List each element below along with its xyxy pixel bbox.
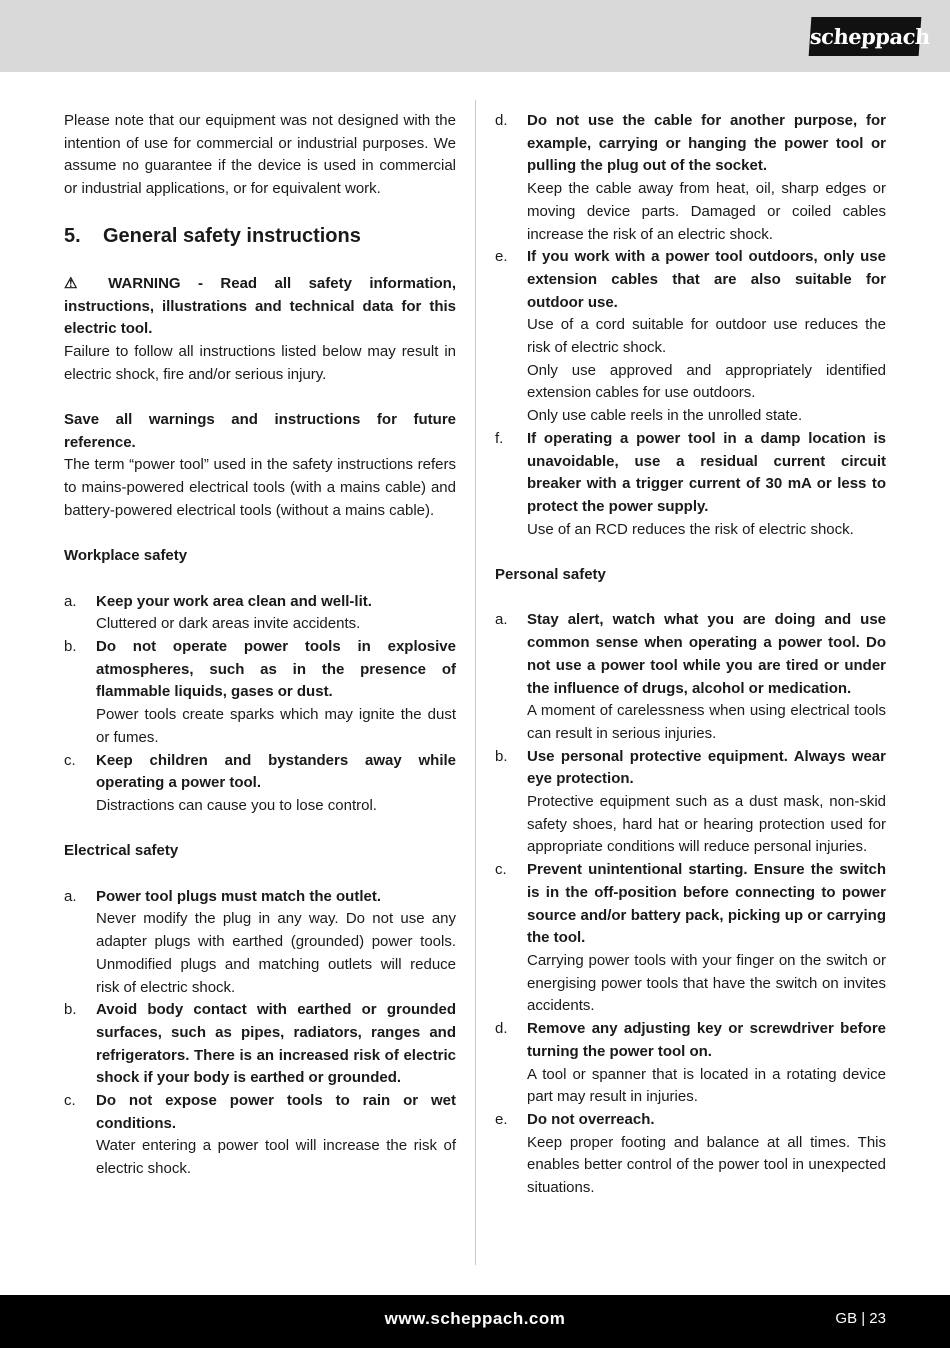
list-item xyxy=(495,746,886,860)
list-marker: b. xyxy=(495,747,508,765)
list-item xyxy=(495,110,886,246)
list-marker: e. xyxy=(495,248,508,266)
item-heading: Remove any adjusting key or screwdriver before turning the power tool on. xyxy=(527,1020,886,1060)
item-text: Keep proper footing and balance at all times. This enables better control of the power tool in unexpected situations. xyxy=(527,1133,886,1197)
page-header xyxy=(0,0,950,72)
list-item xyxy=(495,609,886,745)
item-heading: If you work with a power tool outdoors, only use extension cables that are also suitable for outdoor use. xyxy=(527,248,886,311)
list-marker: c. xyxy=(64,1092,76,1110)
electrical-safety-title: Electrical safety xyxy=(64,842,179,860)
page-footer xyxy=(0,1295,950,1348)
item-text: Distractions can cause you to lose control. xyxy=(96,796,377,814)
page-number: GB | 23 xyxy=(835,1310,886,1327)
list-marker: b. xyxy=(64,1001,77,1019)
warning-heading: ⚠ WARNING - Read all safety information, instructions, illustrations and technical data for this electric tool. xyxy=(64,274,456,338)
warning-text: Failure to follow all instructions listed below may result in electric shock, fire and/or serious injury. xyxy=(64,342,456,383)
right-column xyxy=(495,110,886,1200)
list-item xyxy=(495,1018,886,1109)
list-marker: d. xyxy=(495,112,508,129)
list-item xyxy=(64,636,456,750)
item-text: A moment of carelessness when using electrical tools can result in serious injuries. xyxy=(527,702,886,742)
list-marker: c. xyxy=(495,861,507,879)
item-heading: Prevent unintentional starting. Ensure the switch is in the off-position before connecting to power source and/or battery pack, picking up or carrying the tool. xyxy=(527,861,886,947)
item-heading: Stay alert, watch what you are doing and use common sense when operating a power tool. Do not use a power tool while you are tired or under the influence of drugs, alcohol or medication. xyxy=(527,611,886,697)
item-heading: Do not overreach. xyxy=(527,1110,655,1128)
item-text: Use of an RCD reduces the risk of electric shock. xyxy=(527,520,854,538)
item-heading: Do not operate power tools in explosive atmospheres, such as in the presence of flammable liquids, gases or dust. xyxy=(96,638,456,701)
power-tool-definition: The term “power tool” used in the safety instructions refers to mains-powered electrical tools (with a mains cable) and battery-powered electrical tools (without a mains cable). xyxy=(64,456,456,519)
website-url: www.scheppach.com xyxy=(384,1309,566,1328)
list-item xyxy=(495,859,886,1018)
intro-paragraph: Please note that our equipment was not designed with the intention of use for commercial or industrial purposes. We assume no guarantee if the device is used in commercial or industrial applications, or for equivalent work. xyxy=(64,112,456,198)
item-text: Protective equipment such as a dust mask, non-skid safety shoes, hard hat or hearing protection used for appropriate conditions will reduce personal injuries. xyxy=(527,793,886,856)
item-heading: Use personal protective equipment. Always wear eye protection. xyxy=(527,747,886,788)
list-marker: f. xyxy=(495,429,504,447)
section-number: 5. xyxy=(64,224,81,247)
list-marker: a. xyxy=(64,887,77,905)
left-column xyxy=(64,110,456,1181)
item-text: Use of a cord suitable for outdoor use reduces the risk of electric shock. xyxy=(527,316,886,357)
item-heading: Do not expose power tools to rain or wet conditions. xyxy=(96,1092,456,1132)
list-item xyxy=(64,750,456,818)
list-marker: a. xyxy=(64,592,77,610)
item-text: A tool or spanner that is located in a rotating device part may result in injuries. xyxy=(527,1065,886,1106)
list-item xyxy=(64,886,456,1000)
list-item xyxy=(495,1109,886,1200)
item-heading: If operating a power tool in a damp location is unavoidable, use a residual current circuit breaker with a trigger current of 30 mA or less to protect the power supply. xyxy=(527,429,886,515)
item-text: Carrying power tools with your finger on the switch or energising power tools that have the switch on invites accidents. xyxy=(527,951,886,1015)
list-marker: d. xyxy=(495,1020,508,1038)
scheppach-logo: scheppach xyxy=(809,17,922,56)
item-text: Cluttered or dark areas invite accidents. xyxy=(96,615,361,633)
list-marker: e. xyxy=(495,1110,508,1128)
item-heading: Avoid body contact with earthed or grounded surfaces, such as pipes, radiators, ranges and refrigerators. There is an increased risk of electric shock if your body is earthed or grounded. xyxy=(96,1001,456,1087)
list-item xyxy=(495,246,886,428)
list-item xyxy=(64,591,456,636)
list-marker: c. xyxy=(64,751,76,769)
list-item xyxy=(64,999,456,1090)
item-heading: Do not use the cable for another purpose, for example, carrying or hanging the power tool or pulling the plug out of the socket. xyxy=(527,112,886,175)
item-text: Water entering a power tool will increase the risk of electric shock. xyxy=(96,1137,456,1178)
section-heading xyxy=(64,221,456,251)
item-text: Only use approved and appropriately identified extension cables for use outdoors. xyxy=(527,361,886,402)
item-text: Never modify the plug in any way. Do not use any adapter plugs with earthed (grounded) power tools. Unmodified plugs and matching outlets will reduce risk of electric shock. xyxy=(96,910,456,996)
item-text: Keep the cable away from heat, oil, sharp edges or moving device parts. Damaged or coiled cables increase the risk of an electric shock. xyxy=(527,180,886,243)
section-title: General safety instructions xyxy=(103,224,361,247)
list-marker: a. xyxy=(495,611,508,629)
item-text: Only use cable reels in the unrolled state. xyxy=(527,407,803,425)
workplace-safety-title: Workplace safety xyxy=(64,547,188,565)
personal-safety-title: Personal safety xyxy=(495,566,606,584)
save-instructions-heading: Save all warnings and instructions for future reference. xyxy=(64,411,456,451)
list-marker: b. xyxy=(64,638,77,656)
item-text: Power tools create sparks which may ignite the dust or fumes. xyxy=(96,706,456,746)
item-heading: Power tool plugs must match the outlet. xyxy=(96,887,382,905)
list-item xyxy=(64,1090,456,1181)
column-divider xyxy=(475,100,476,1265)
item-heading: Keep children and bystanders away while operating a power tool. xyxy=(96,751,456,792)
list-item xyxy=(495,428,886,542)
item-heading: Keep your work area clean and well-lit. xyxy=(96,592,372,610)
